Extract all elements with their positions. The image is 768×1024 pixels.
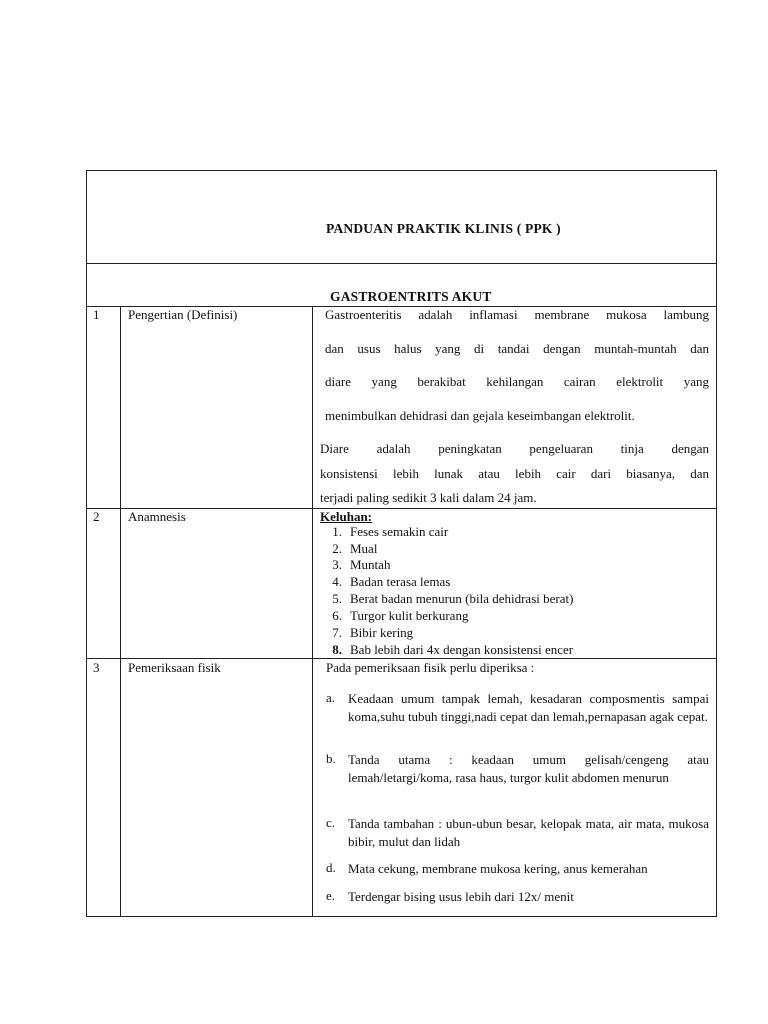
definition-line: dan usus halus yang di tandai dengan muntah-muntah dan [325, 341, 709, 356]
list-item: 2. Mual [332, 541, 378, 556]
page-title: PANDUAN PRAKTIK KLINIS ( PPK ) [326, 221, 561, 236]
table-border-left [86, 170, 87, 917]
table-col-divider-1 [120, 306, 121, 917]
table-divider-header [86, 263, 717, 264]
section-title: GASTROENTRITS AKUT [330, 289, 492, 304]
definition-line: diare yang berakibat kehilangan cairan elektrolit yang [325, 374, 709, 389]
list-item: 1. Feses semakin cair [332, 524, 449, 539]
table-border-top [86, 170, 717, 171]
row-label: Anamnesis [128, 509, 186, 524]
definition-line: menimbulkan dehidrasi dan gejala keseimbangan elektrolit. [325, 408, 635, 423]
complaints-heading: Keluhan: [320, 509, 373, 524]
definition-line: Gastroenteritis adalah inflamasi membrane mukosa lambung [325, 307, 709, 322]
table-col-divider-2 [312, 306, 313, 917]
exam-item: a. Keadaan umum tampak lemah, kesadaran composmentis sampai koma,suhu tubuh tinggi,nadi cepat dan lemah,pernapasan agak cepat. [326, 690, 709, 724]
list-item: 7. Bibir kering [332, 625, 414, 640]
list-item: 3. Muntah [332, 557, 391, 572]
row-number: 3 [93, 660, 100, 675]
exam-intro: Pada pemeriksaan fisik perlu diperiksa : [326, 660, 535, 675]
row-number: 2 [93, 509, 100, 524]
exam-item: d. Mata cekung, membrane mukosa kering, anus kemerahan [326, 860, 648, 876]
table-border-right [716, 170, 717, 917]
table-border-bottom [86, 916, 717, 917]
complaints-list [320, 524, 710, 658]
exam-item: e. Terdengar bising usus lebih dari 12x/ menit [326, 888, 574, 904]
list-item: 5. Berat badan menurun (bila dehidrasi berat) [332, 591, 574, 606]
exam-item: c. Tanda tambahan : ubun-ubun besar, kelopak mata, air mata, mukosa bibir, mulut dan lidah [326, 815, 709, 849]
definition-line: konsistensi lebih lunak atau lebih cair dari biasanya, dan [320, 466, 709, 481]
list-item: 8. Bab lebih dari 4x dengan konsistensi encer [332, 642, 574, 657]
list-item: 6. Turgor kulit berkurang [332, 608, 469, 623]
definition-line: terjadi paling sedikit 3 kali dalam 24 jam. [320, 490, 537, 505]
row-label: Pemeriksaan fisik [128, 660, 221, 675]
row-number: 1 [93, 307, 100, 322]
exam-item: b. Tanda utama : keadaan umum gelisah/cengeng atau lemah/letargi/koma, rasa haus, turgor kulit abdomen menurun [326, 751, 709, 785]
row-label: Pengertian (Definisi) [128, 307, 238, 322]
table-divider-row2 [86, 658, 717, 659]
definition-line: Diare adalah peningkatan pengeluaran tinja dengan [320, 441, 709, 456]
list-item: 4. Badan terasa lemas [332, 574, 451, 589]
